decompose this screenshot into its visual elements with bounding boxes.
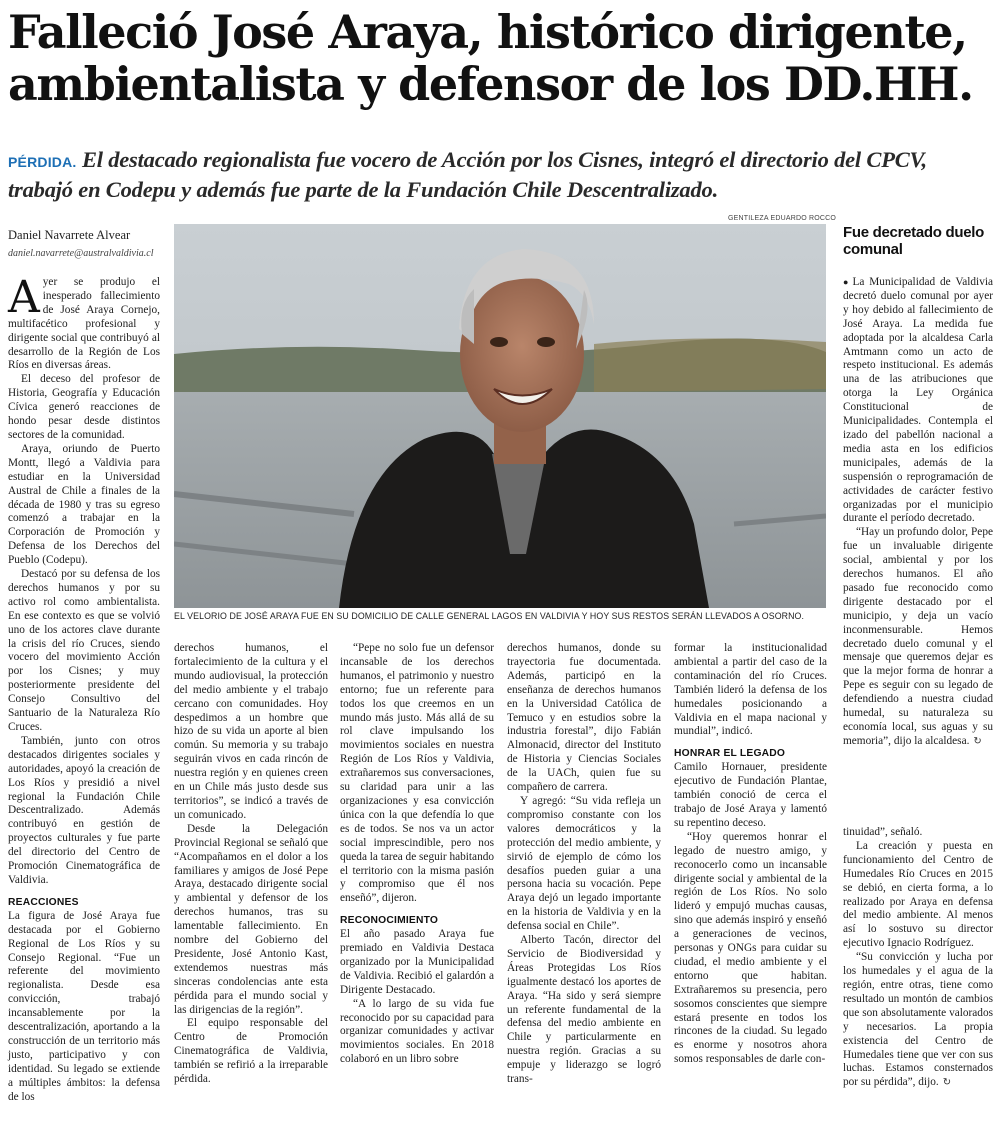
paragraph: tinuidad”, señaló. <box>843 826 923 838</box>
kicker: PÉRDIDA. <box>8 154 77 170</box>
paragraph: La creación y puesta en funcionamiento del Centro de Humedales Río Cruces en 2015 se debió, en cierta forma, a lo realizado por Araya en defensa del medio ambiente. Al menos así lo sostuvo su director ejecutivo Ignacio Rodríguez. <box>843 839 993 950</box>
paragraph: derechos humanos, el fortalecimiento de la cultura y el mundo audiovisual, la protección del medio ambiente y el trabajo cercano con comunidades. Hoy despedimos a un hombre que hizo de su vida un aporte al bien común. Su memoria y su trabajo seguirán vivos en cada rincón de nuestra región y en quienes creen en un Chile más justo desde sus territorios”, se indicó a través de un comunicado. <box>174 642 328 821</box>
paragraph <box>8 272 160 373</box>
headline-line-2: ambientalista y defensor de los DD.HH. <box>8 57 973 111</box>
paragraph: “Pepe no solo fue un defensor incansable de los derechos humanos, el patrimonio y nuestro entorno; fue un referente para todos los que creemos en un mundo más justo. Más allá de su rol clave impulsando los movimientos sociales en nuestra Región de Los Ríos y Valdivia, extrañaremos sus conversaciones, su claridad para unir a las organizaciones y esa convicción única con la que defendía lo que es de todos. Se nos va un actor social imprescindible, pero nos queda la tarea de seguir habitando el territorio con la misma pasión y compromiso que él nos enseñó”, dijeron. <box>340 642 495 905</box>
photo-credit: GENTILEZA EDUARDO ROCCO <box>728 215 837 222</box>
headline <box>8 6 998 110</box>
paragraph: “A lo largo de su vida fue reconocido por su capacidad para organizar comunidades y activar movimientos sociales. En 2018 colaboró en un libro sobre <box>340 997 494 1066</box>
end-mark-icon: ↻ <box>973 735 982 747</box>
bullet-icon: ● <box>843 277 851 287</box>
paragraph <box>843 951 993 1090</box>
paragraph: También, junto con otros destacados dirigentes sociales y autoridades, apoyó la creación de Los Ríos y presidió a nivel regional la Fundación Chile Descentralizado. Además contribuyó en gestión de proyectos culturales y fue parte del directorio del Centro de Promoción Cinematográfica de Valdivia. <box>8 734 160 886</box>
paragraph: “Hoy queremos honrar el legado de nuestro amigo, y reconocerlo como un incansable dirigente social y ambiental de la región de Los Ríos. No solo lideró y empujó muchas causas, sino que además inspiró y enseñó a generaciones de vecinos, personas y ONGs para cuidar su ciudad, el medio ambiente y el entorno que habitan. Extrañaremos su presencia, pero sosomos conscientes que siempre estará presente en todos los rincones de la ciudad. Su legado es enorme y nosotros ahora somos responsables de darle con- <box>674 830 827 1066</box>
paragraph: Camilo Hornauer, presidente ejecutivo de Fundación Plantae, también conoció de cerca el trabajo de José Araya y lamentó su repentino deceso. <box>674 761 827 829</box>
deck <box>8 146 993 203</box>
subheading-honrar-el-legado: HONRAR EL LEGADO <box>674 748 786 760</box>
headline-line-1: Falleció José Araya, histórico dirigente, <box>8 5 967 59</box>
paragraph: Araya, oriundo de Puerto Montt, llegó a Valdivia para estudiar en la Universidad Austral de Chile a finales de la década de 1980 y tras su egreso comenzó a trabajar en la Corporación de Promoción y Defensa de los Derechos del Pueblo (Codepu). <box>8 442 160 567</box>
column-3 <box>340 642 494 1067</box>
end-mark-icon: ↻ <box>942 1077 952 1089</box>
column-4 <box>507 642 661 1087</box>
column-1 <box>8 272 160 1104</box>
paragraph: Y agregó: “Su vida refleja un compromiso constante con los valores democráticos y la protección del medio ambiente, y sirvió de ejemplo de cómo los desafíos pueden guiar a una persona hacia su vocación. Pepe Araya dejó un legado importante en la historia de Valdivia y en la defensa social en Chile”. <box>507 794 661 933</box>
paragraph: El equipo responsable del Centro de Promoción Cinematográfica de Valdivia, también se refirió a la irreparable pérdida. <box>174 1017 328 1086</box>
column-5 <box>674 642 827 1067</box>
drop-cap: A <box>8 272 40 323</box>
deck-text: El destacado regionalista fue vocero de Acción por los Cisnes, integró el directorio del CPCV, trabajó en Codepu y además fue parte de la Fundación Chile Descentralizado. <box>8 147 927 202</box>
paragraph: El deceso del profesor de Historia, Geografía y Educación Cívica generó reacciones de hondo pesar desde distintos sectores de la comunidad. <box>8 373 160 441</box>
subheading-reconocimiento: RECONOCIMIENTO <box>340 915 439 927</box>
paragraph: El año pasado Araya fue premiado en Valdivia Destaca organizado por la Municipalidad de Valdivia. Recibió el galardón a Dirigente Destacado. <box>340 928 494 996</box>
paragraph <box>843 276 993 526</box>
sidebar-title: Fue decretado duelo comunal <box>843 224 984 258</box>
author-byline: Daniel Navarrete Alvear <box>8 228 131 242</box>
sidebar-box <box>843 276 993 749</box>
paragraph <box>843 526 993 749</box>
paragraph: La figura de José Araya fue destacada por el Gobierno Regional de Los Ríos y su Consejo Regional. “Fue un referente del movimiento regionalista. Desde esa convicción, trabajó incansablemente por la descentralización, aportando a la construcción de un territorio más justo, participativo y con identidad. Su legado se extiende a múltiples ámbitos: la defensa de los <box>8 909 160 1103</box>
subheading-reacciones: REACCIONES <box>8 896 79 908</box>
paragraph: Destacó por su defensa de los derechos humanos y por su activo rol como ambientalista. En ese contexto es que se volvió uno de los actores clave durante la crisis del río Cruces, siendo vocero del movimiento Acción por los Cisnes; y muy posteriormente presidente del Consejo Consultivo del Santuario de la Naturaleza Río Cruces. <box>8 568 160 733</box>
photo-caption: EL VELORIO DE JOSÉ ARAYA FUE EN SU DOMICILIO DE CALLE GENERAL LAGOS EN VALDIVIA Y HOY SUS RESTOS SERÁN LLEVADOS A OSORNO. <box>174 611 805 621</box>
paragraph: Alberto Tacón, director del Servicio de Biodiversidad y Áreas Protegidas Los Ríos igualmente destacó los aportes de Araya. “Ha sido y será siempre un referente fundamental de la defensa del medio ambiente en Chile y particularmente en nuestra región. Gracias a su empuje y liderazgo se logró trans- <box>507 934 661 1086</box>
paragraph-text: yer se produjo el inesperado fallecimiento de José Araya Cornejo, multifacético profesional y dirigente social que contribuyó al desarrollo de la Región de Los Ríos en diversas áreas. <box>8 276 160 372</box>
paragraph: Desde la Delegación Provincial Regional se señaló que “Acompañamos en el dolor a los familiares y amigos de José Pepe Araya, destacado dirigente social y ambiental y defensor de los derechos humanos, tras su lamentable fallecimiento. En nombre del Gobierno del Presidente, José Antonio Kast, extendemos nuestras más sinceras condolencias ante esta pérdida para el mundo social y las dirigencias de la región”. <box>174 822 328 1016</box>
column-2 <box>174 642 328 1087</box>
paragraph-text: La Municipalidad de Valdivia decretó duelo comunal por ayer y hoy debido al fallecimiento de José Araya. La medida fue adoptada por la alcaldesa Carla Amtmann como un acto de respeto institucional. Es además una de las atribuciones que otorga la Ley Orgánica Constitucional de Municipalidades. Contempla el izado del pabellón nacional a media asta en los edificios municipales, además de la suspensión o reprogramación de actividades de carácter festivo organizadas por el municipio durante el período decretado. <box>843 276 993 525</box>
portrait-illustration <box>174 224 826 608</box>
paragraph: formar la institucionalidad ambiental a partir del caso de la contaminación del río Cruces. También lideró la defensa de los humedales posicionando a Valdivia en el mapa nacional y mundial”, indicó. <box>674 642 827 738</box>
paragraph: derechos humanos, donde su trayectoria fue documentada. Además, participó en la enseñanza de derechos humanos en la Universidad Católica de Temuco y en estudios sobre la industria forestal”, dijo Fabián Almonacid, director del Instituto de Historia y Ciencias Sociales de la UACh, quien fue su compañero de carrera. <box>507 642 661 794</box>
paragraph-text: “Su convicción y lucha por los humedales y el agua de la región, entre otras, tiene como resultado un montón de cambios que son absolutamente valorados y necesarios. La propia existencia del Centro de Humedales tiene que ver con sus luchas. Estamos consternados por su pérdida”, dijo. <box>843 951 993 1089</box>
portrait-photo <box>174 224 826 608</box>
column-6 <box>843 826 993 1090</box>
paragraph-text: “Hay un profundo dolor, Pepe fue un invaluable dirigente social, ambiental y por los derechos humanos. El año pasado fue reconocido como dirigente destacado por el municipio, y deja un vacío inconmensurable. Hemos decretado duelo comunal y el mensaje que queremos dejar es que la mejor forma de honrar a Pepe es seguir con su legado de defendiendo a nuestra ciudad humedal, su naturaleza su economía local, sus aguas y su memoria”, dijo la alcaldesa. <box>843 526 993 747</box>
author-email: daniel.navarrete@australvaldivia.cl <box>8 248 154 259</box>
